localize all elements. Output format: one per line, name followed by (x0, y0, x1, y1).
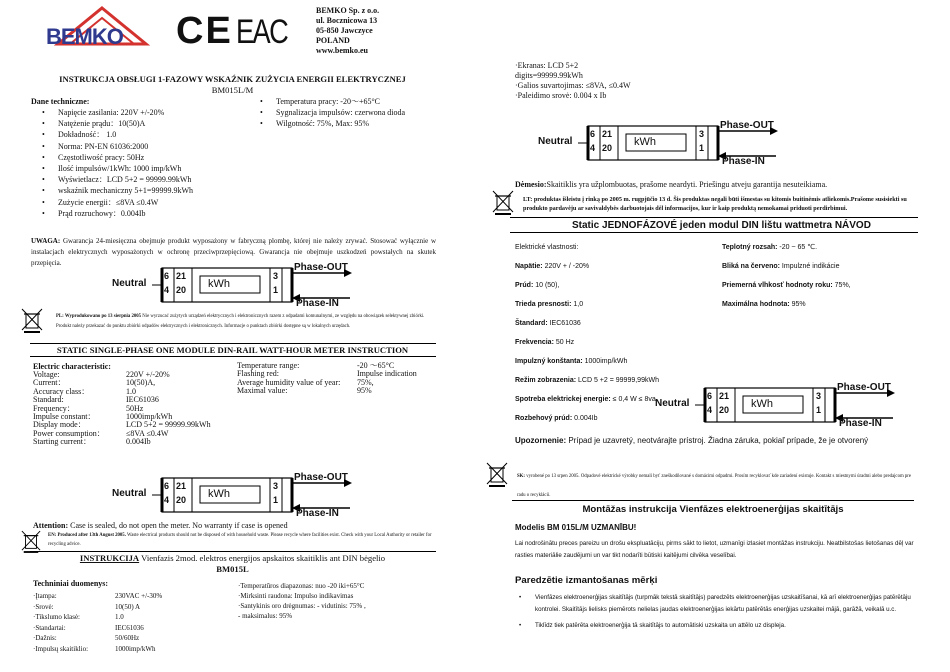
phase-in-label: Phase-IN (296, 298, 339, 309)
spec-line: digits=99999.99kWh (515, 71, 583, 80)
table-row (33, 633, 233, 644)
phase-in-label: Phase-IN (296, 508, 339, 519)
phase-in-label: Phase-IN (722, 156, 765, 167)
kwh-display: kWh (208, 488, 230, 500)
phase-out-label: Phase-OUT (720, 120, 774, 131)
row-key: Maximal value: (237, 386, 288, 396)
pin-label: 21 (176, 271, 187, 281)
row-value: 230VAC +/-30% (115, 592, 163, 600)
row-key: ·Impulsų skaitiklio: (33, 644, 89, 653)
lt-top-rows (515, 61, 815, 101)
en-attention-label: Attention: (33, 521, 69, 530)
section-divider (510, 217, 918, 218)
sk-warning-label: Upozornenie: (515, 436, 567, 445)
lt-weee-body: produktas išleistu į rinką po 2005 m. rugpjūčio 13 d. Šis produktas negali būti išmestas su kitomis buitinėmis atliekomis.Prašome susisiekti su produkto pardavėju ar savivaldybės darbuotojais dėl informacijos, kur ir kaip produktą nemokamai priduoti perdirbimui. (523, 196, 907, 212)
en-weee-body: Waste electrical products should not be disposed of with household waste. Please recycle where facilities exist. Check with your Local Authority or retailer for recycling advice. (48, 533, 432, 547)
ce-mark: CE (176, 10, 233, 52)
sk-warning (515, 436, 915, 445)
section-divider (30, 356, 436, 357)
spec-line: Rozbehový prúd: 0.004Ib (515, 415, 598, 422)
spec-line: Priemerná vlhkosť hodnoty roku: 75%, (722, 282, 851, 289)
row-key: Power consumption： (33, 428, 105, 438)
lv-items (515, 592, 915, 632)
row-value: 220V +/-20% (126, 370, 170, 379)
lt-weee-label: LT: (523, 196, 533, 203)
spec-line: ·Santykinis oro drėgnumas: - vidutinis: 75% , (238, 602, 366, 610)
pin-label: 4 (707, 405, 713, 415)
row-value: 75%, (357, 377, 374, 387)
lt-attention (515, 180, 915, 190)
row-value: 10(50) A (115, 602, 141, 611)
row-key: ·Srovė: (33, 602, 54, 611)
row-value: Impulse indication (357, 369, 417, 379)
lt-weee-text (523, 196, 915, 214)
row-value: 1000imp/kWh (126, 412, 173, 422)
lt-tech-label: Techniniai duomenys: (33, 579, 109, 588)
row-key: Flashing red: (237, 369, 279, 379)
spec-line: Maximálna hodnota: 95% (722, 301, 806, 308)
sk-weee-body: vyrobené po 13 srpen 2005. Odpadové elektrické výrobky nemali byť zneškodňované s domácimi odpadmi. Prosím recyklovať kde zariadení existuje. Kontakt s miestnymi úradmi alebo predajcom pre radu o recyklácii. (517, 474, 912, 498)
phase-in-label: Phase-IN (839, 418, 882, 429)
pl-weee-body: Nie wyrzucać zużytych urządzeń elektrycznych i elektronicznych razem z odpadami komunalnymi, ze względu na obowiązek selektywnej zbiórki. Produkt należy przekazać do punktu zbiórki odpadów elektrycznych i elektronicznych. Informacje o punktach zbiórki dostępne są w lokalnych urzędach. (56, 314, 425, 329)
pin-label: 21 (719, 391, 730, 401)
list-item: • Vienfāzes elektroenerģijas skaitītājs (turpmāk tekstā skaitītājs) paredzēts elektroenerģijas uzskaitīšanai, kā arī elektroenerģijas patērētāju kontrolei. Skaitītājs lielisks piemērots nelielas jaudas elektroenerģijas iekārtu patērētās enerģijas uzskaitei mājā, garāžā, veikalā u.c. (515, 592, 915, 616)
phase-out-label: Phase-OUT (294, 262, 348, 273)
weee-bin-icon (492, 190, 514, 216)
en-attention-text: Case is sealed, do not open the meter. No warranty if case is opened (70, 521, 288, 530)
pl-title: INSTRUKCJA OBSŁUGI 1-FAZOWY WSKAŹNIK ZUŻYCIA ENERGII ELEKTRYCZNEJ (59, 74, 406, 84)
row-value: 1.0 (115, 613, 124, 622)
pin-label: 6 (590, 129, 596, 139)
row-key: Frequency： (33, 403, 75, 413)
list-item: • Temperatura pracy: -20～+65°C (256, 97, 436, 107)
pin-label: 1 (699, 143, 705, 153)
lt-title-rest: Vienfazis 2mod. elektros energijos apskaitos skaitiklis ant DIN bėgelio (141, 553, 386, 563)
address-line: 05-850 Jawczyce (316, 26, 373, 35)
eac-mark: EAC (236, 13, 288, 51)
pl-warning-label: UWAGA: (31, 237, 61, 245)
spec-line: Impulzný konštanta: 1000imp/kWh (515, 358, 628, 365)
section-divider (30, 551, 436, 552)
spec-line: Trieda presnosti: 1,0 (515, 301, 584, 308)
wiring-diagram (655, 382, 915, 430)
row-key: ·Standartai: (33, 623, 66, 632)
lt-spec-table (33, 591, 233, 655)
list-item: • Wilgotność: 75%, Max: 95% (256, 119, 436, 129)
list-item: • Sygnalizacja impulsów: czerwona dioda (256, 108, 436, 118)
row-key: Average humidity value of year: (237, 377, 341, 387)
pin-label: 6 (707, 391, 713, 401)
section-divider (510, 232, 918, 233)
pl-model: BM015L/M (211, 85, 254, 95)
row-value: 95% (357, 386, 372, 396)
list-item: • Dokładność： 1.0 (38, 130, 268, 140)
en-spec-table-right (237, 362, 437, 396)
spec-line: Elektrické vlastnosti: (515, 244, 579, 251)
row-key: Temperature range: (237, 361, 300, 370)
spec-line: Teplotný rozsah: -20 ~ 65 ℃. (722, 244, 818, 251)
spec-line: ·Paleidimo srovė: 0.004 x Ib (515, 91, 607, 100)
pin-label: 1 (273, 495, 279, 505)
pl-tech-label: Dane techniczne: (31, 97, 90, 106)
row-value: 1000imp/kWh (115, 644, 156, 653)
pl-specs-right (256, 97, 436, 131)
list-item: • Zużycie energii：≤8VA ≤0.4W (38, 198, 268, 208)
pin-label: 3 (699, 129, 705, 139)
pin-label: 6 (164, 481, 170, 491)
row-key: Current： (33, 378, 66, 388)
sk-warning-text: Prípad je uzavretý, neotvárajte prístroj. Žiadna záruka, pokiaľ prípade, že je otvorený (568, 436, 869, 445)
lt-title (30, 553, 435, 564)
spec-line: Bliká na červeno: Impulzné indikácie (722, 263, 840, 270)
kwh-display: kWh (634, 136, 656, 148)
lt-model: BM015L (216, 564, 249, 574)
table-row (33, 591, 233, 602)
pin-label: 20 (602, 143, 613, 153)
lt-title-bold: INSTRUKCIJA (79, 553, 140, 563)
neutral-label: Neutral (655, 398, 690, 409)
spec-line: Napätie: 220V + / -20% (515, 263, 590, 270)
pin-label: 3 (273, 271, 279, 281)
company-address (316, 6, 379, 56)
row-key: Standard: (33, 395, 64, 405)
neutral-label: Neutral (538, 136, 573, 147)
pin-label: 20 (176, 495, 187, 505)
weee-bin-icon (21, 308, 43, 334)
wiring-diagram (538, 120, 798, 168)
sk-title: Static JEDNOFÁZOVÉ jeden modul DIN lištu wattmetra NÁVOD (572, 220, 871, 231)
wiring-diagram (112, 262, 372, 310)
row-value: -20 ～65°C (357, 361, 395, 370)
row-value: 50/60Hz (115, 634, 140, 643)
lv-title: Montāžas instrukcija Vienfāzes elektroenerģijas skaitītājs (582, 504, 844, 515)
pin-label: 20 (176, 285, 187, 295)
row-key: Accuracy class： (33, 386, 90, 396)
list-item: • wskaźnik mechaniczny 5+1=99999.9kWh (38, 186, 268, 196)
lv-subtitle: Paredzētie izmantošanas mērķi (515, 575, 658, 586)
row-key: Starting current： (33, 437, 91, 447)
en-weee-text (48, 531, 438, 549)
pl-weee-text (56, 312, 436, 332)
row-value: 0.004Ib (126, 437, 151, 447)
spec-line: ·Ekranas: LCD 5+2 (515, 61, 579, 70)
spec-line: ·Mirksinti raudona: Impulso indikavimas (238, 592, 354, 600)
table-row (237, 387, 437, 395)
list-item: • Prąd rozruchowy：0.004Ib (38, 209, 268, 219)
section-divider (512, 500, 914, 501)
wiring-diagram (112, 472, 372, 520)
row-value: LCD 5+2 = 99999.99kWh (126, 420, 211, 430)
pin-label: 20 (719, 405, 730, 415)
section-divider (30, 343, 436, 344)
row-value: 50Hz (126, 403, 144, 413)
lt-attention-text: Skaitiklis yra užplombuotas, prašome neardyti. Priešingu atveju garantija nesuteikiama. (546, 180, 828, 189)
list-item: • Norma: PN-EN 61036:2000 (38, 142, 268, 152)
pl-warning-text: Gwarancja 24-miesięczna obejmuje produkt wyposażony w fabryczną plombę, której nie należy zrywać. Stosować wyłącznie w instalacjach elektrycznych wyposażonych w ochronę przeciwprzepięciową. Gwarancja nie obejmuje uszkodzeń powstałych na skutek przepięcia. (31, 237, 437, 267)
en-title: STATIC SINGLE-PHASE ONE MODULE DIN-RAIL WATT-HOUR METER INSTRUCTION (56, 345, 409, 355)
row-key: Impulse constant： (33, 412, 96, 422)
table-row (33, 438, 233, 446)
list-item: • Napięcie zasilania: 220V +/-20% (38, 108, 268, 118)
spec-line: Prúd: 10 (50), (515, 282, 560, 289)
sk-weee-label: SK: (517, 474, 525, 479)
spec-line: Frekvencia: 50 Hz (515, 339, 575, 346)
lt-spec-right (238, 581, 448, 621)
pl-specs-left (38, 108, 268, 220)
row-key: ·Dažnis: (33, 634, 57, 643)
en-electric-label: Electric characteristic: (33, 362, 111, 371)
address-line: POLAND (316, 36, 350, 45)
en-attention (33, 521, 443, 531)
kwh-display: kWh (208, 278, 230, 290)
lv-model-line: Modelis BM 015L/M UZMANĪBU! (515, 523, 637, 532)
table-row (33, 602, 233, 613)
row-value: IEC61036 (126, 395, 159, 405)
phase-out-label: Phase-OUT (837, 382, 891, 393)
list-item: • Tiklīdz tiek patērēta elektroenerģija tā skaitītājs to automātiski uzskaita un attēlo uz displeja. (515, 620, 915, 632)
row-value: ≤8VA ≤0.4W (126, 428, 169, 438)
row-value: 1.0 (126, 386, 136, 396)
pin-label: 6 (164, 271, 170, 281)
table-row (33, 644, 233, 655)
address-line: BEMKO Sp. z o.o. (316, 6, 380, 15)
pin-label: 3 (273, 481, 279, 491)
neutral-label: Neutral (112, 278, 147, 289)
table-row (33, 612, 233, 623)
address-line: www.bemko.eu (316, 46, 369, 55)
lv-intro: Lai nodrošinātu preces pareizu un drošu ekspluatāciju, pirms sākt to lietot, uzmanīgi izlasiet montāžas instrukciju. Neatbilstošas lietošanas dēļ var rasties materiālie zaudējumi un var tikt nodarīti būtiski kaitējumi cilvēka veselībai. (515, 540, 914, 559)
row-key: Voltage: (33, 370, 60, 379)
sk-spec-right (722, 238, 922, 314)
address-line: ul. Bocznicowa 13 (316, 16, 378, 25)
pin-label: 3 (816, 391, 822, 401)
row-value: IEC61036 (115, 623, 144, 632)
list-item: • Wyświetlacz：LCD 5+2 = 99999.99kWh (38, 175, 268, 185)
pin-label: 1 (273, 285, 279, 295)
weee-bin-icon (486, 462, 508, 488)
spec-line: - maksimalus: 95% (238, 612, 293, 620)
bemko-logo (42, 6, 160, 54)
spec-line: Spotreba elektrickej energie: ≤ 0,4 W ≤ 8va (515, 396, 656, 403)
kwh-display: kWh (751, 398, 773, 410)
spec-line: ·Temperatūros diapazonas: nuo -20 iki+65°C (238, 582, 365, 590)
phase-out-label: Phase-OUT (294, 472, 348, 483)
row-key: ·Įtampa: (33, 592, 57, 600)
row-key: Display mode： (33, 420, 86, 430)
row-key: ·Tikslumo klasė: (33, 613, 80, 622)
row-value: 10(50)A, (126, 378, 156, 388)
en-spec-table (33, 371, 233, 447)
neutral-label: Neutral (112, 488, 147, 499)
lt-attention-label: Dėmesio: (515, 180, 547, 189)
list-item: • Częstotliwość pracy: 50Hz (38, 153, 268, 163)
pin-label: 4 (590, 143, 596, 153)
pl-weee-label: PL: Wyprodukowano po 13 sierpnia 2005 (56, 314, 142, 319)
en-weee-label: EN: Produced after 13th August 2005. (48, 533, 126, 538)
list-item: • Ilość impulsów/1kWh: 1000 imp/kWh (38, 164, 268, 174)
spec-line: ·Galios suvartojimas: ≤8VA, ≤0.4W (515, 81, 631, 90)
pin-label: 21 (602, 129, 613, 139)
pin-label: 21 (176, 481, 187, 491)
table-row (33, 623, 233, 634)
pin-label: 1 (816, 405, 822, 415)
spec-line: Režim zobrazenia: LCD 5 +2 = 99999,99kWh (515, 377, 659, 384)
list-item: • Natężenie prądu：10(50)A (38, 119, 268, 129)
pin-label: 4 (164, 285, 170, 295)
pin-label: 4 (164, 495, 170, 505)
spec-line: Štandard: IEC61036 (515, 320, 581, 327)
logo-text: BEMKO (46, 24, 123, 49)
